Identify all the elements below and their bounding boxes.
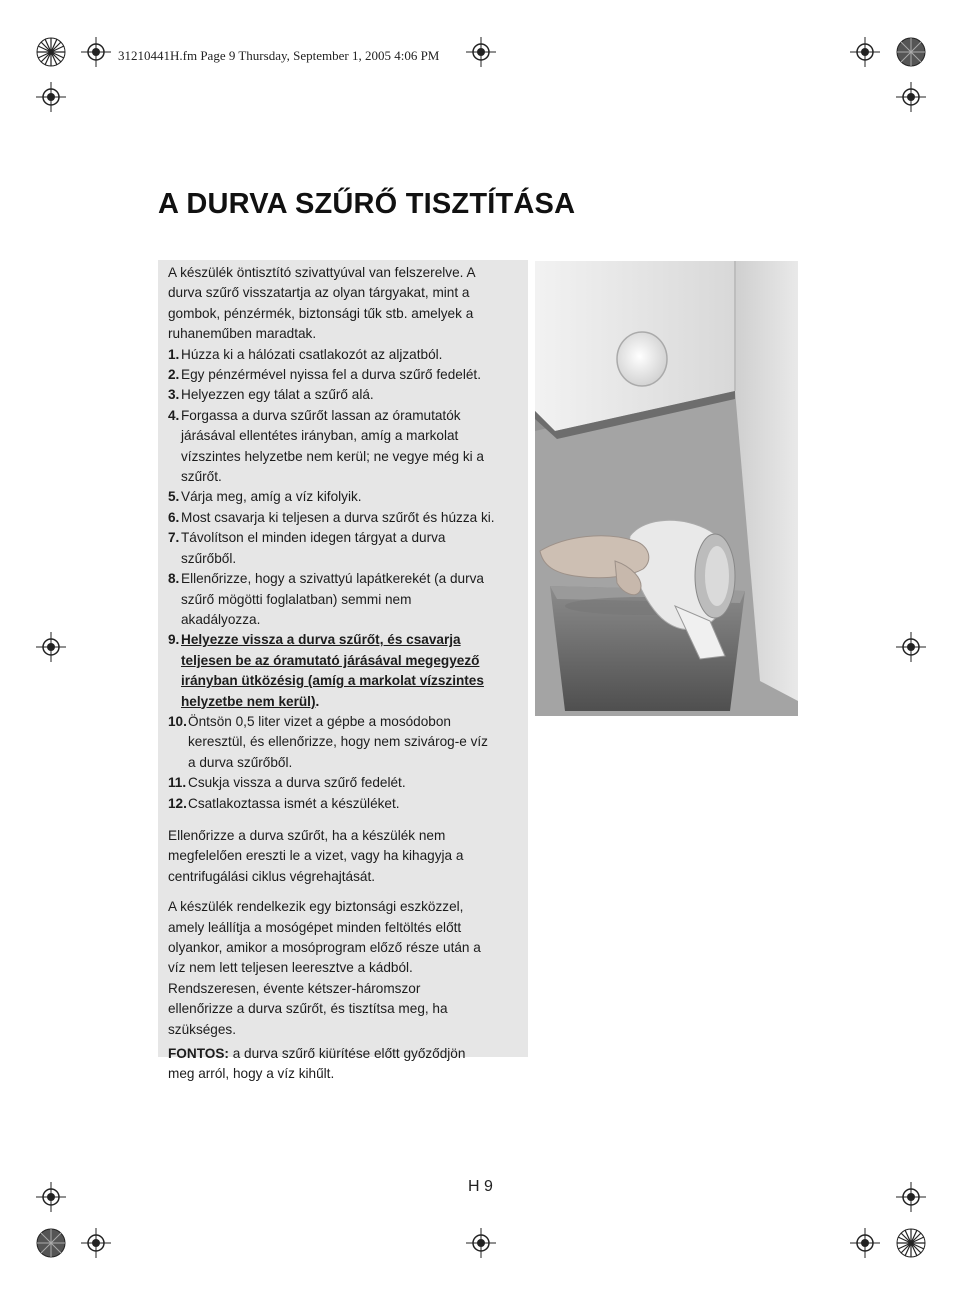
step-number: 5. — [168, 489, 180, 505]
check-paragraph-line: centrifugálási ciklus végrehajtását. — [168, 868, 376, 884]
safety-paragraph-line: Rendszeresen, évente kétszer-háromszor — [168, 980, 421, 996]
safety-paragraph-line: ellenőrizze a durva szűrőt, és tisztítsa meg, ha — [168, 1001, 448, 1017]
step-text: a durva szűrőből. — [188, 754, 293, 770]
check-paragraph-line: Ellenőrizze a durva szűrőt, ha a készülék nem — [168, 827, 446, 843]
intro-line: A készülék öntisztító szivattyúval van felszerelve. A — [168, 265, 476, 280]
registration-mark-icon — [466, 1228, 496, 1258]
step-5 — [168, 487, 523, 507]
step-number: 1. — [168, 346, 180, 362]
registration-mark-icon — [81, 1228, 111, 1258]
filter-cleaning-photo — [535, 261, 798, 716]
step-number: 8. — [168, 571, 180, 587]
starburst-mark-icon — [896, 1228, 926, 1258]
step-text: szűrőt. — [181, 469, 222, 485]
registration-mark-icon — [896, 1182, 926, 1212]
step-text: keresztül, és ellenőrizze, hogy nem szivárog-e víz — [188, 734, 488, 750]
step-3 — [168, 385, 523, 405]
step-11 — [168, 773, 523, 793]
step-text: Húzza ki a hálózati csatlakozót az aljzatból. — [181, 346, 443, 362]
starburst-mark-icon — [36, 37, 66, 67]
safety-paragraph-line: amely leállítja a mosógépet minden feltöltés előtt — [168, 919, 462, 935]
step-number: 2. — [168, 367, 180, 383]
step-number: 4. — [168, 407, 180, 423]
registration-mark-icon — [896, 632, 926, 662]
step-text: Távolítson el minden idegen tárgyat a durva — [181, 530, 446, 546]
step-text: Egy pénzérmével nyissa fel a durva szűrő fedelét. — [181, 367, 481, 383]
step-text: Öntsön 0,5 liter vizet a gépbe a mosódobon — [188, 713, 451, 729]
safety-paragraph-line: olyankor, amikor a mosóprogram előző része után a — [168, 940, 481, 955]
step-text-underlined: irányban ütközésig (amíg a markolat vízszintes — [181, 673, 484, 689]
registration-mark-icon — [466, 37, 496, 67]
step-7 — [168, 528, 523, 569]
step-text: Csukja vissza a durva szűrő fedelét. — [188, 775, 406, 791]
step-number: 11. — [168, 775, 187, 791]
step-6 — [168, 508, 523, 528]
step-text: szűrő mögötti foglalatban) semmi nem — [181, 591, 412, 607]
step-2 — [168, 365, 523, 385]
step-text-underlined: teljesen be az óramutató járásával megegyező — [181, 652, 480, 668]
intro-line: ruhaneműben maradtak. — [168, 326, 317, 342]
file-info-header: 31210441H.fm Page 9 Thursday, September 1, 2005 4:06 PM — [118, 48, 440, 63]
instructions-content — [168, 263, 523, 1085]
registration-mark-icon — [896, 82, 926, 112]
step-4 — [168, 406, 523, 488]
important-text: meg arról, hogy a víz kihűlt. — [168, 1066, 335, 1082]
intro-line: gombok, pénzérmék, biztonsági tűk stb. amelyek a — [168, 305, 474, 321]
starburst-mark-icon — [896, 37, 926, 67]
step-12 — [168, 794, 523, 814]
step-number: 7. — [168, 530, 180, 546]
step-number: 6. — [168, 509, 180, 525]
step-text: Most csavarja ki teljesen a durva szűrőt és húzza ki. — [181, 509, 495, 525]
step-text: Várja meg, amíg a víz kifolyik. — [181, 489, 362, 505]
step-text: Csatlakoztassa ismét a készüléket. — [188, 795, 400, 811]
step-text: járásával ellentétes irányban, amíg a markolat — [181, 428, 459, 444]
step-number: 10. — [168, 713, 187, 729]
intro-line: durva szűrő visszatartja az olyan tárgyakat, mint a — [168, 285, 470, 301]
step-text-underlined: Helyezze vissza a durva szűrőt, és csavarja — [181, 632, 461, 648]
safety-paragraph-line: víz nem lett teljesen leeresztve a kádból. — [168, 960, 413, 976]
registration-mark-icon — [36, 82, 66, 112]
step-10 — [168, 712, 523, 773]
step-text-underlined: helyzetbe nem kerül) — [181, 693, 316, 709]
step-text: Forgassa a durva szűrőt lassan az óramutatók — [181, 407, 461, 423]
step-1 — [168, 345, 523, 365]
important-label: FONTOS: — [168, 1046, 229, 1062]
step-number: 3. — [168, 387, 180, 403]
step-text: Helyezzen egy tálat a szűrő alá. — [181, 387, 374, 403]
step-8 — [168, 569, 523, 630]
safety-paragraph-line: szükséges. — [168, 1021, 237, 1037]
registration-mark-icon — [36, 632, 66, 662]
page-number: H 9 — [468, 1178, 493, 1195]
registration-mark-icon — [36, 1182, 66, 1212]
filter-cleaning-illustration — [535, 261, 798, 716]
step-suffix: . — [315, 693, 320, 709]
step-text: akadályozza. — [181, 611, 261, 627]
registration-mark-icon — [850, 1228, 880, 1258]
starburst-mark-icon — [36, 1228, 66, 1258]
safety-paragraph-line: A készülék rendelkezik egy biztonsági eszközzel, — [168, 899, 464, 915]
registration-mark-icon — [81, 37, 111, 67]
step-number: 9. — [168, 632, 180, 648]
step-text: szűrőből. — [181, 550, 237, 566]
step-text: Ellenőrizze, hogy a szivattyú lapátkerekét (a durva — [181, 571, 484, 587]
step-9 — [168, 630, 523, 712]
page-title: A DURVA SZŰRŐ TISZTÍTÁSA — [158, 188, 576, 220]
important-text: a durva szűrő kiürítése előtt győződjön — [228, 1046, 466, 1062]
step-text: vízszintes helyzetbe nem kerül; ne vegye még ki a — [181, 448, 484, 464]
step-number: 12. — [168, 795, 187, 811]
registration-mark-icon — [850, 37, 880, 67]
check-paragraph-line: megfelelően ereszti le a vizet, vagy ha kihagyja a — [168, 848, 464, 864]
